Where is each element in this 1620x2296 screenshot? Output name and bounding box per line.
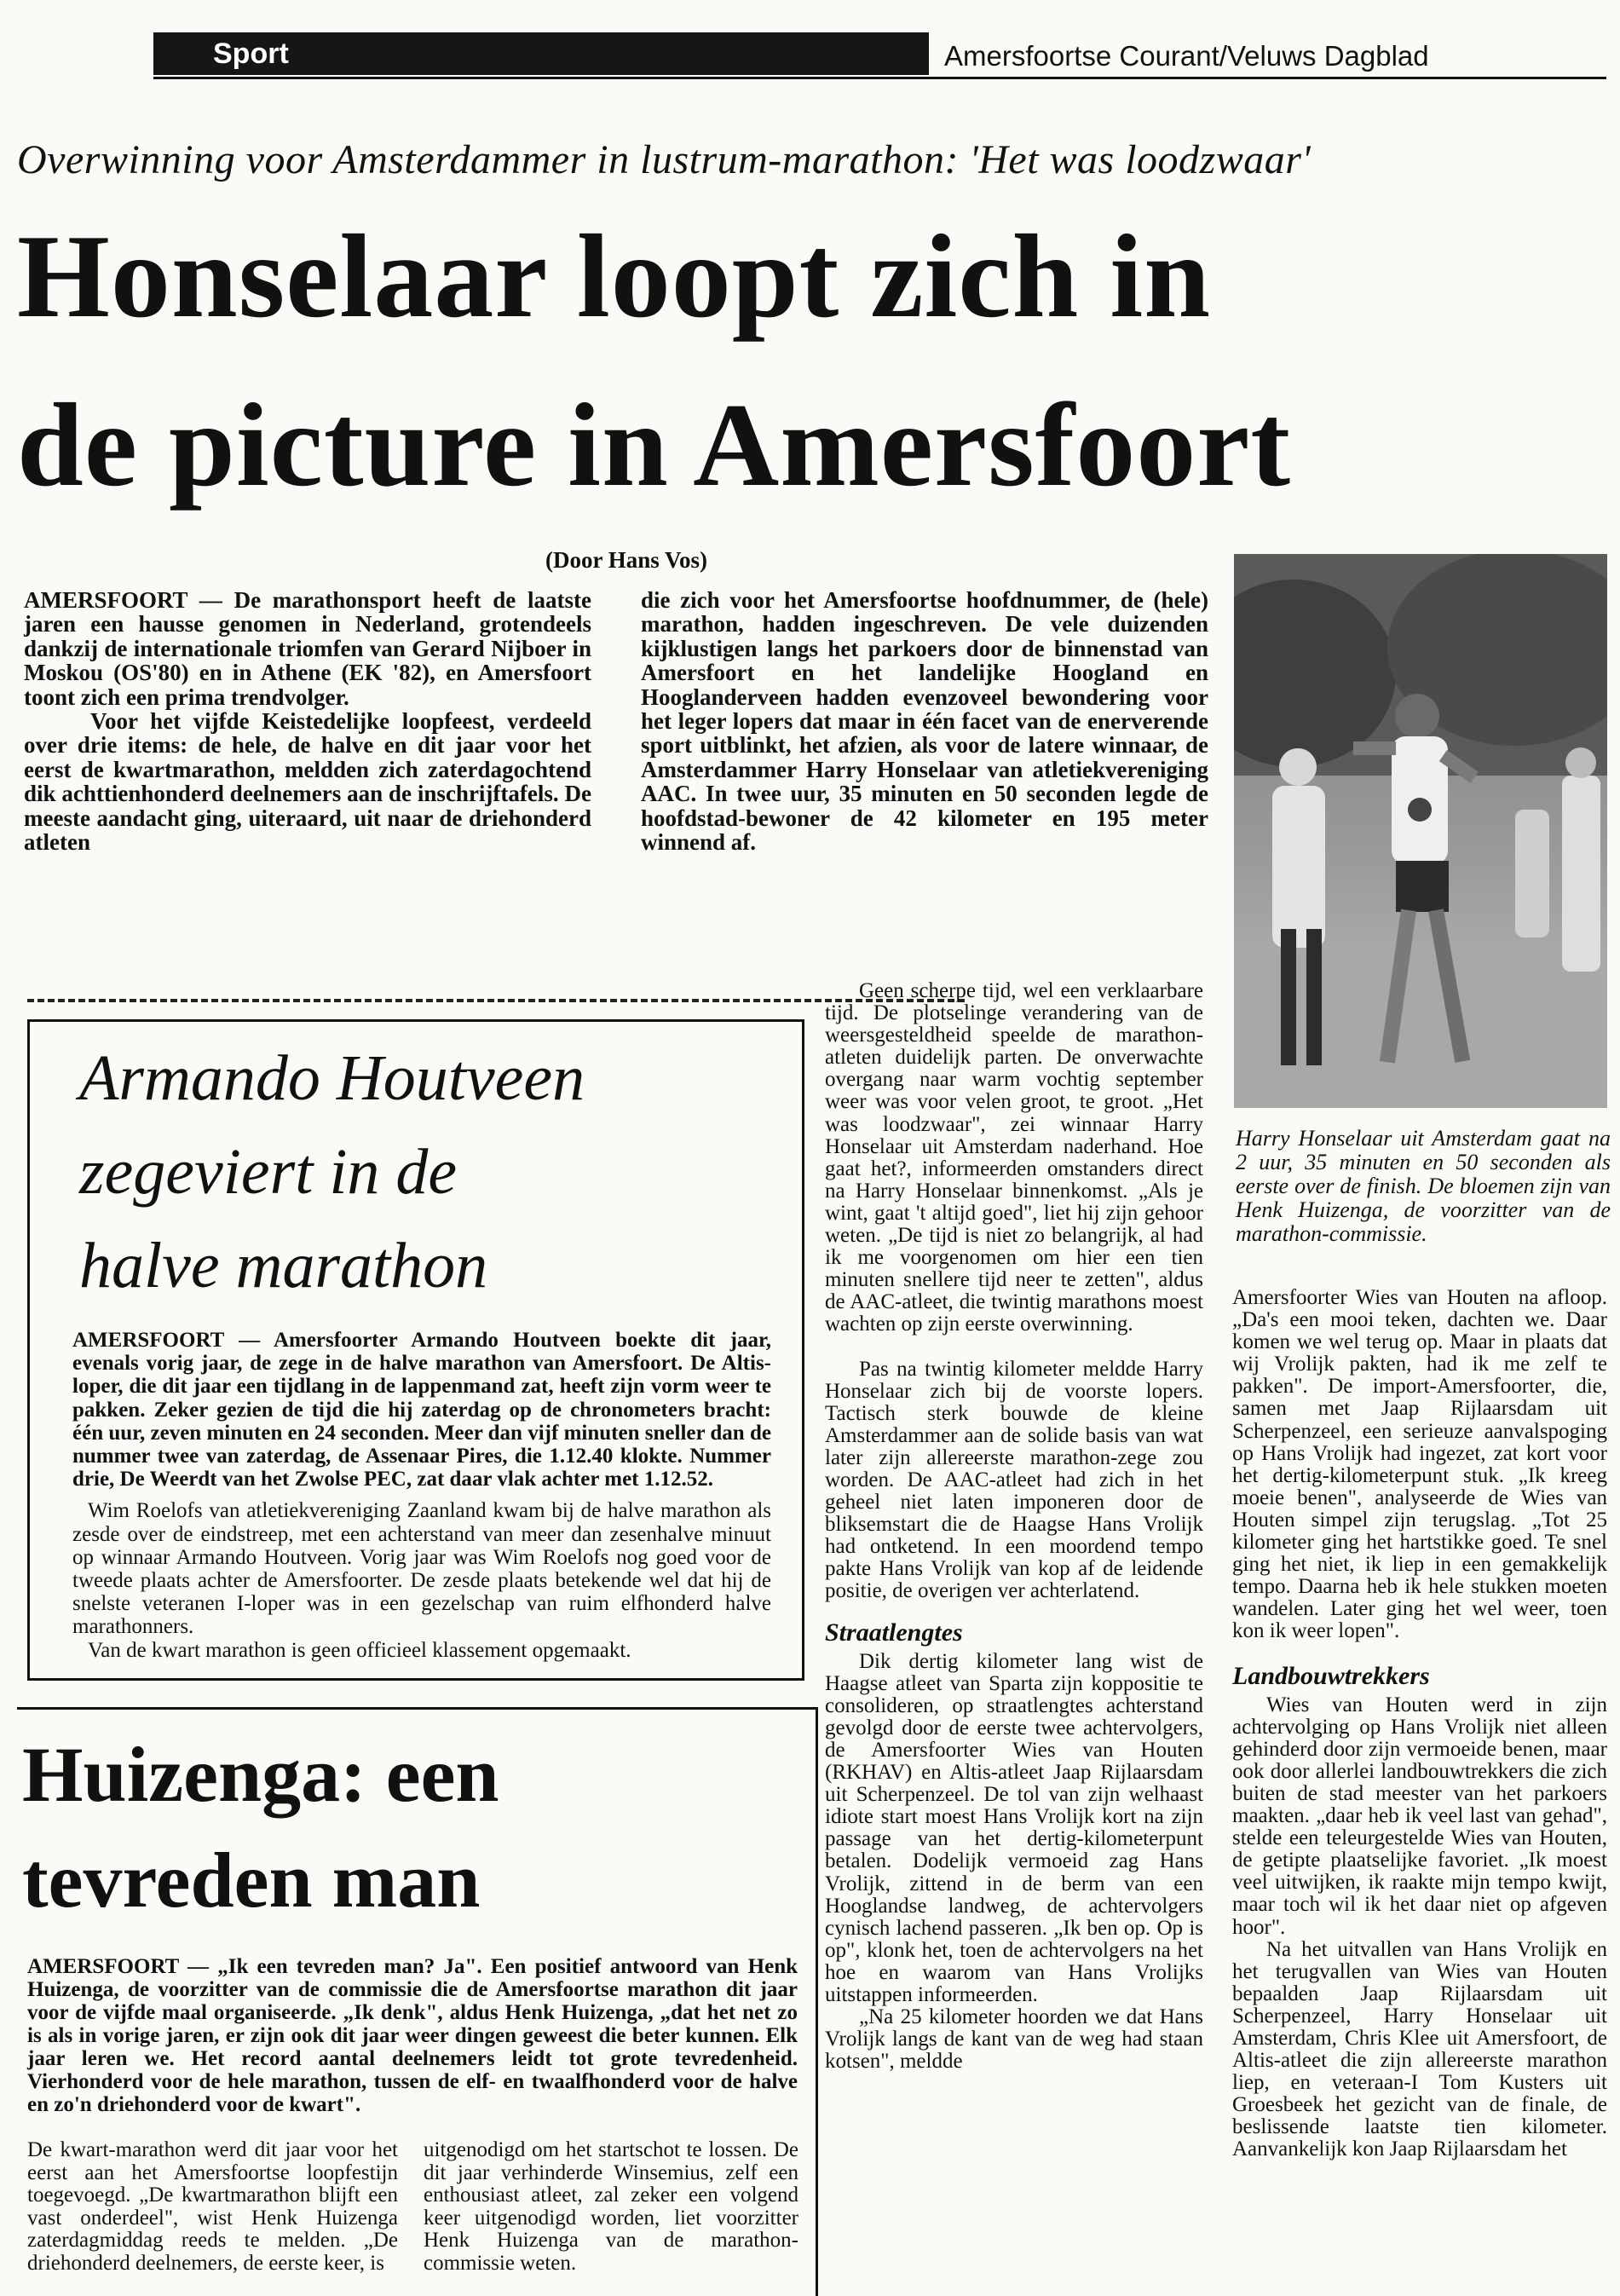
huizenga-top-rule <box>17 1707 818 1710</box>
kicker: Overwinning voor Amsterdammer in lustrum-marathon: 'Het was loodzwaar' <box>17 137 1312 182</box>
byline: (Door Hans Vos) <box>545 547 708 573</box>
main-col3-p3: Na het uitvallen van Hans Vrolijk en het terugvallen van Wies van Houten bepaalden Jaap Rijlaarsdam uit Scherpenzeel, Harry Honselaar uit Amsterdam, Chris Klee uit Amersfoort, de Altis-atleet die zijn allereerste marathon liep, en veteraan-I Tom Kusters uit Groesbeek het gezicht van de finale, de beslissende laatste tien kilometer. Aanvankelijk kon Jaap Rijlaarsdam het <box>1232 1937 1607 2161</box>
armando-headline-line1: Armando Houtveen <box>79 1042 585 1114</box>
main-col2-p1: die zich voor het Amersfoortse hoofdnummer, de (hele) marathon, hadden ingeschreven. De vele duizenden kijklustigen langs het parkoers door de binnenstad van Amersfoort en het landelijke Hoogland en Hooglanderveen hadden evenzoveel bewondering voor het leger lopers dat maar in één facet van de enerverende sport uitblinkt, het afzien, als voor de latere winnaar, de Amsterdammer Harry Honselaar van atletiekvereniging AAC. In twee uur, 35 minuten en 50 seconden legde de hoofdstad-bewoner de 42 kilometer en 195 meter winnend af. <box>641 588 1208 856</box>
armando-headline-line2: zegeviert in de <box>79 1136 458 1208</box>
main-col2-p3: Pas na twintig kilometer meldde Harry Honselaar zich bij de voorste lopers. Tactisch sterk bouwde de kleine Amsterdammer aan de solide basis van wat later zijn allereerste marathon-zege zou worden. De AAC-atleet had zich in het geheel niet laten imponeren door de bliksemstart die de Haagse Hans Vrolijk had ontketend. In een moordend tempo pakte Hans Vrolijk van kop af de leidende positie, de overigen ver achterlatend. <box>825 1357 1203 1603</box>
armando-p3: Van de kwart marathon is geen officieel klassement opgemaakt. <box>88 1638 631 1662</box>
subhead-straatlengtes: Straatlengtes <box>825 1618 963 1647</box>
huizenga-side-rule <box>816 1707 818 2296</box>
main-col1-p2: Voor het vijfde Keistedelijke loopfeest, verdeeld over drie items: de hele, de halve en dit jaar voor het eerst de kwartmarathon, meldden zich zaterdagochtend dik achttienhonderd deelnemers aan de inschrijftafels. De meeste aandacht ging, uiteraard, uit naar de driehonderd atleten <box>24 708 591 856</box>
huizenga-col1: De kwart-marathon werd dit jaar voor het eerst aan het Amersfoortse loopfestijn toegevoegd. „De kwartmarathon blijft een vast onderdeel", wist Henk Huizenga zaterdagmiddag reeds te melden. „De driehonderd deelnemers, de eerste keer, is <box>27 2139 398 2275</box>
huizenga-headline-line2: tevreden man <box>22 1837 481 1924</box>
huizenga-col2: uitgenodigd om het startschot te lossen. De dit jaar verhinderde Winsemius, zelf een enthousiast atleet, zal zeker een volgend keer uitgenodigd worden, liet voorzitter Henk Huizenga van de marathon-commissie weten. <box>424 2139 798 2275</box>
main-col2-p2: Geen scherpe tijd, wel een verklaarbare tijd. De plotselinge verandering van de weersgesteldheid speelde de marathon-atleten duidelijk parten. De onverwachte overgang naar warm vochtig september weer was voor velen groot, te groot. „Het was loodzwaar", zei winnaar Harry Honselaar uit Amsterdam naderhand. Hoe gaat het?, informeerden omstanders direct na Harry Honselaar binnenkomst. „Als je wint, gaat 't altijd goed", liet hij zijn gehoor weten. „De tijd is niet zo belangrijk, al had ik me voorgenomen om hier een tien minuten snellere tijd neer te zetten", aldus de AAC-atleet, die twintig marathons moest wachten op zijn eerste overwinning. <box>825 980 1203 1336</box>
section-label: Sport <box>213 37 289 70</box>
subhead-landbouwtrekkers: Landbouwtrekkers <box>1232 1661 1430 1690</box>
main-col1 <box>24 588 591 854</box>
newspaper-name: Amersfoortse Courant/Veluws Dagblad <box>944 40 1429 72</box>
main-col1-p1: AMERSFOORT — De marathonsport heeft de laatste jaren een hausse genomen in Nederland, grotendeels dankzij de internationale triomfen van Gerard Nijboer in Moskou (OS'80) en in Athene (EK '82), en Amersfoort toont zich een prima trendvolger. <box>24 587 591 710</box>
main-headline-line2: de picture in Amersfoort <box>17 379 1292 511</box>
main-col2-p5: „Na 25 kilometer hoorden we dat Hans Vrolijk langs de kant van de weg had staan kotsen", meldde <box>825 2005 1203 2074</box>
armando-body <box>72 1329 771 1662</box>
main-col2-cont <box>825 980 1203 2296</box>
photo-caption: Harry Honselaar uit Amsterdam gaat na 2 uur, 35 minuten en 50 seconden als eerste over de finish. De bloemen zijn van Henk Huizenga, de voorzitter van de marathon-commissie. <box>1236 1126 1611 1246</box>
main-col2-lead <box>641 588 1208 970</box>
photo-graphic <box>1234 554 1607 1108</box>
main-col3-p1: Amersfoorter Wies van Houten na afloop. „Da's een mooi teken, dachten we. Daar komen we wel terug op. Maar in plaats dat wij Vrolijk pakten, had ik me zelf te pakken". De import-Amersfoorter, die, samen met Jaap Rijlaarsdam uit Scherpenzeel, een serieuze aanvalspoging op Hans Vrolijk had ingezet, zat kort voor het dertig-kilometerpunt stuk. „Ik kreeg moeie benen", analyseerde de Wies van Houten simpel zijn terugslag. „Tot 25 kilometer ging het hartstikke goed. Te snel ging het niet, ik liep in een gemakkelijk tempo. Daarna heb ik hele stukken moeten wandelen. Later ging het wel weer, toen kon ik weer lopen". <box>1232 1287 1607 1643</box>
main-col3-p2: Wies van Houten werd in zijn achtervolging op Hans Vrolijk niet alleen gehinderd door zijn vermoeide benen, maar ook door allerlei landbouwtrekkers die zich buiten de stad meester van het parkoers maakten. „daar heb ik veel last van gehad", stelde een teleurgestelde Wies van Houten, de getipte plaatselijke favoriet. „Ik moest veel uitwijken, ik raakte mijn tempo kwijt, maar toch wil ik het daar niet op afgeven hoor". <box>1232 1693 1607 1939</box>
main-col3 <box>1232 1287 1607 2296</box>
main-headline <box>17 193 1291 530</box>
header-rule <box>153 77 1606 79</box>
dashed-divider <box>27 999 965 1002</box>
armando-p2: Wim Roelofs van atletiekvereniging Zaanland kwam bij de halve marathon als zesde over de eindstreep, met een achterstand van meer dan zesenhalve minuut op winnaar Armando Houtveen. Vorig jaar was Wim Roelofs nog goed voor de tweede plaats achter de Amersfoorter. De zesde plaats betekende wel dat hij de snelste veteranen I-loper was in een gezelschap van ruim elfhonderd halve marathonners. <box>72 1499 771 1639</box>
armando-box <box>27 1019 804 1681</box>
runner-photo <box>1234 554 1607 1108</box>
huizenga-headline <box>22 1722 499 1933</box>
huizenga-headline-line1: Huizenga: een <box>22 1731 499 1818</box>
armando-headline-line3: halve marathon <box>79 1230 488 1301</box>
main-col2-p4: Dik dertig kilometer lang wist de Haagse atleet van Sparta zijn koppositie te consolideren, op straatlengtes achterstand gevolgd door de eerste twee achtervolgers, de Amersfoorter Wies van Houten (RKHAV) en Altis-atleet Jaap Rijlaarsdam uit Scherpenzeel. De tol van zijn welhaast idiote start moest Hans Vrolijk kort na zijn passage van het dertig-kilometerpunt betalen. Dodelijk vermoeid zag Hans Vrolijk, zittend in de berm van een Hooglandse landweg, de achtervolgers cynisch lachend passeren. „Ik ben op. Op is op", klonk het, toen de achtervolgers na het hoe en waarom van Hans Vrolijks uitstappen informeerden. <box>825 1649 1203 2007</box>
armando-p1: AMERSFOORT — Amersfoorter Armando Houtveen boekte dit jaar, evenals vorig jaar, de zege in de halve marathon van Amersfoort. De Altis-loper, die dit jaar een tijdlang in de lappenmand zat, heeft zijn vorm weer te pakken. Zeker gezien de tijd die hij zaterdag op de chronometers bracht: één uur, zeven minuten en 24 seconden. Meer dan vijf minuten sneller dan de nummer twee van zaterdag, de Assenaar Pires, die 1.12.40 klokte. Nummer drie, De Weerdt van het Zwolse PEC, zat daar vlak achter met 1.12.52. <box>72 1329 771 1491</box>
huizenga-intro: AMERSFOORT — „Ik een tevreden man? Ja". Een positief antwoord van Henk Huizenga, de voorzitter van de commissie die de Amersfoortse marathon dit jaar voor de vijfde maal organiseerde. „Ik denk", aldus Henk Huizenga, „dat het net zo is als in vorige jaren, er zijn ook dit jaar weer dingen geweest die beter kunnen. Elk jaar leren we. Het record aantal deelnemers leidt tot grote tevredenheid. Vierhonderd voor de hele marathon, tussen de elf- en twaalfhonderd voor de halve en zo'n driehonderd voor de kwart". <box>27 1955 798 2116</box>
main-headline-line1: Honselaar loopt zich in <box>17 211 1212 343</box>
